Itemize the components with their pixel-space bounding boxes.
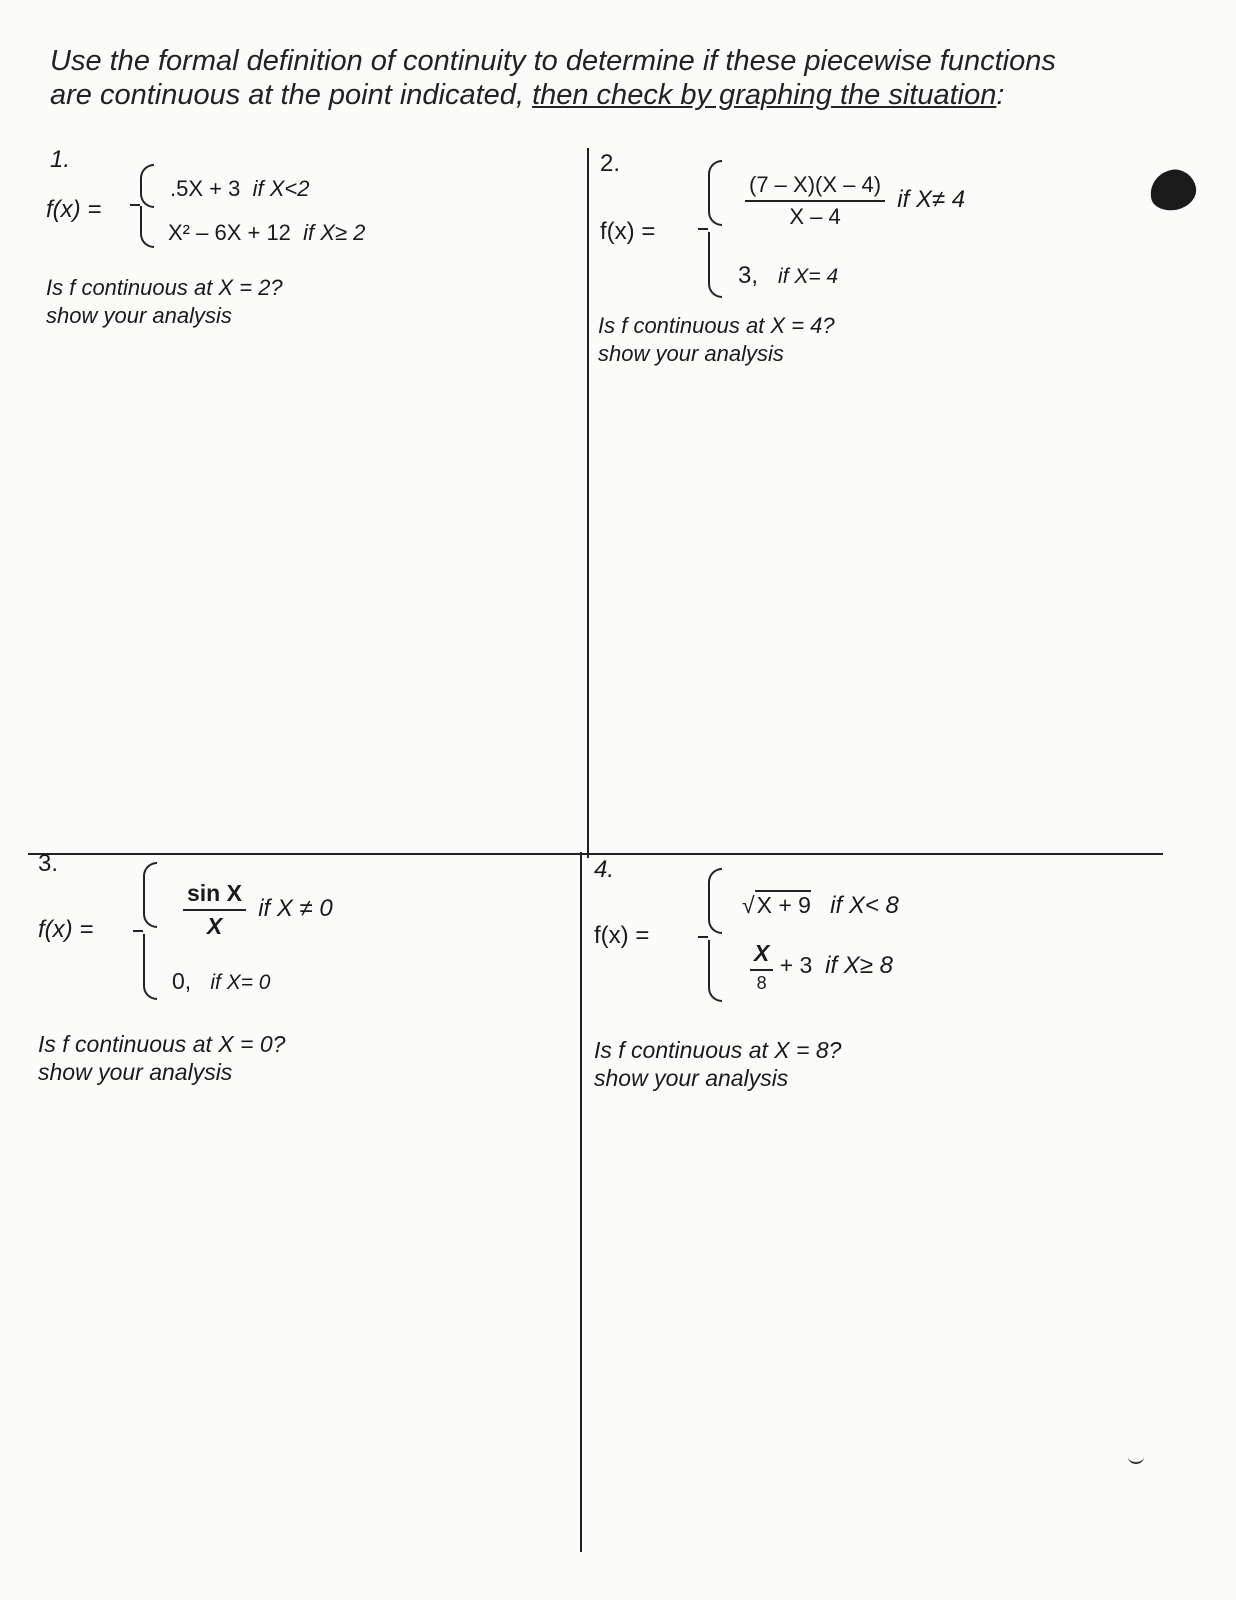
problem-2-case-2 <box>738 262 838 290</box>
problem-4-question: Is f continuous at X = 8? <box>594 1037 842 1063</box>
instructions <box>50 44 1170 112</box>
instructions-line-1: Use the formal definition of continuity to determine if these piecewise functions <box>50 45 1056 77</box>
problem-1-case-2-expr: X² – 6X + 12 <box>168 220 291 245</box>
problem-2-fraction <box>745 172 885 230</box>
problem-4-number: 4. <box>594 856 615 883</box>
problem-1-case-2 <box>168 220 365 246</box>
problem-3-brace-tip <box>133 930 143 932</box>
problem-3-brace-top <box>143 862 157 928</box>
problem-3-case-2-cond: if X= 0 <box>210 971 271 994</box>
problem-3-analysis-prompt: show your analysis <box>38 1059 233 1085</box>
problem-3-numerator: sin X <box>183 880 246 911</box>
problem-2-brace-tip <box>698 228 708 230</box>
problem-4-case-2 <box>750 940 893 994</box>
ink-blot <box>1146 166 1199 215</box>
problem-1-fx-label: f(x) = <box>46 196 102 223</box>
problem-4-case-1 <box>742 892 899 920</box>
problem-4-case-2-cond: if X≥ 8 <box>825 952 894 980</box>
instructions-line-2-end: : <box>996 79 1005 111</box>
problem-3-question: Is f continuous at X = 0? <box>38 1031 286 1057</box>
problem-1-analysis-prompt: show your analysis <box>46 303 232 328</box>
problem-1-case-2-cond: if X≥ 2 <box>303 220 366 245</box>
problem-3-fraction <box>183 880 246 940</box>
problem-1-brace-bottom <box>140 206 154 248</box>
problem-2-brace-top <box>708 160 722 226</box>
problem-3-denominator: X <box>206 913 223 939</box>
vertical-divider-bottom <box>580 852 582 1552</box>
problem-3-case-2 <box>172 968 270 995</box>
problem-4-denominator: 8 <box>756 973 767 993</box>
problem-4-brace-tip <box>698 936 708 938</box>
problem-1-question: Is f continuous at X = 2? <box>46 275 283 300</box>
problem-4-fx-label: f(x) = <box>594 922 650 949</box>
problem-4-case-1-cond: if X< 8 <box>830 892 899 919</box>
problem-3-case-1 <box>183 880 333 940</box>
problem-3-brace-bottom <box>143 934 157 1000</box>
problem-2-denominator: X – 4 <box>789 204 841 229</box>
problem-2-analysis-prompt: show your analysis <box>598 341 784 366</box>
problem-2-question-block <box>598 312 835 368</box>
problem-2-brace-bottom <box>708 232 722 298</box>
problem-2-case-2-expr: 3, <box>738 262 759 289</box>
vertical-divider-top <box>587 148 589 858</box>
pen-mark <box>1128 1450 1144 1464</box>
instructions-line-2-text: are continuous at the point indicated, <box>50 79 533 111</box>
problem-4-question-block <box>594 1036 841 1092</box>
problem-3-question-block <box>38 1030 285 1086</box>
problem-2-case-1-cond: if X≠ 4 <box>897 185 966 213</box>
problem-2-case-2-cond: if X= 4 <box>778 265 839 288</box>
problem-3-case-1-cond: if X ≠ 0 <box>258 894 333 922</box>
problem-4-plus: + 3 <box>779 952 813 979</box>
problem-1-number: 1. <box>50 146 71 173</box>
instructions-line-2 <box>50 78 1170 112</box>
problem-4-analysis-prompt: show your analysis <box>594 1065 789 1091</box>
problem-1-case-1-expr: .5X + 3 <box>170 176 241 201</box>
problem-4-brace-bottom <box>708 940 722 1002</box>
problem-2-numerator: (7 – X)(X – 4) <box>745 172 885 202</box>
problem-2-number: 2. <box>600 150 621 177</box>
problem-2-question: Is f continuous at X = 4? <box>598 313 835 338</box>
problem-4-fraction <box>750 940 773 994</box>
problem-1-brace-top <box>140 164 154 208</box>
problem-3-number: 3. <box>38 850 59 877</box>
problem-1-case-1 <box>170 176 309 202</box>
instructions-underlined-text: then check by graphing the situation <box>532 79 997 111</box>
problem-3-case-2-expr: 0, <box>172 968 192 994</box>
problem-4-sqrt-arg: X + 9 <box>756 892 811 918</box>
problem-1-question-block <box>46 274 283 330</box>
problem-1-brace-tip <box>130 204 140 206</box>
problem-3-fx-label: f(x) = <box>38 916 94 943</box>
problem-2-fx-label: f(x) = <box>600 218 656 245</box>
problem-2-case-1 <box>745 172 965 230</box>
problem-4-numerator: X <box>750 940 773 971</box>
problem-4-brace-top <box>708 868 722 934</box>
problem-1-case-1-cond: if X<2 <box>252 176 310 201</box>
problem-4-sqrt-sign: √ <box>742 892 755 918</box>
horizontal-divider <box>28 853 1163 855</box>
